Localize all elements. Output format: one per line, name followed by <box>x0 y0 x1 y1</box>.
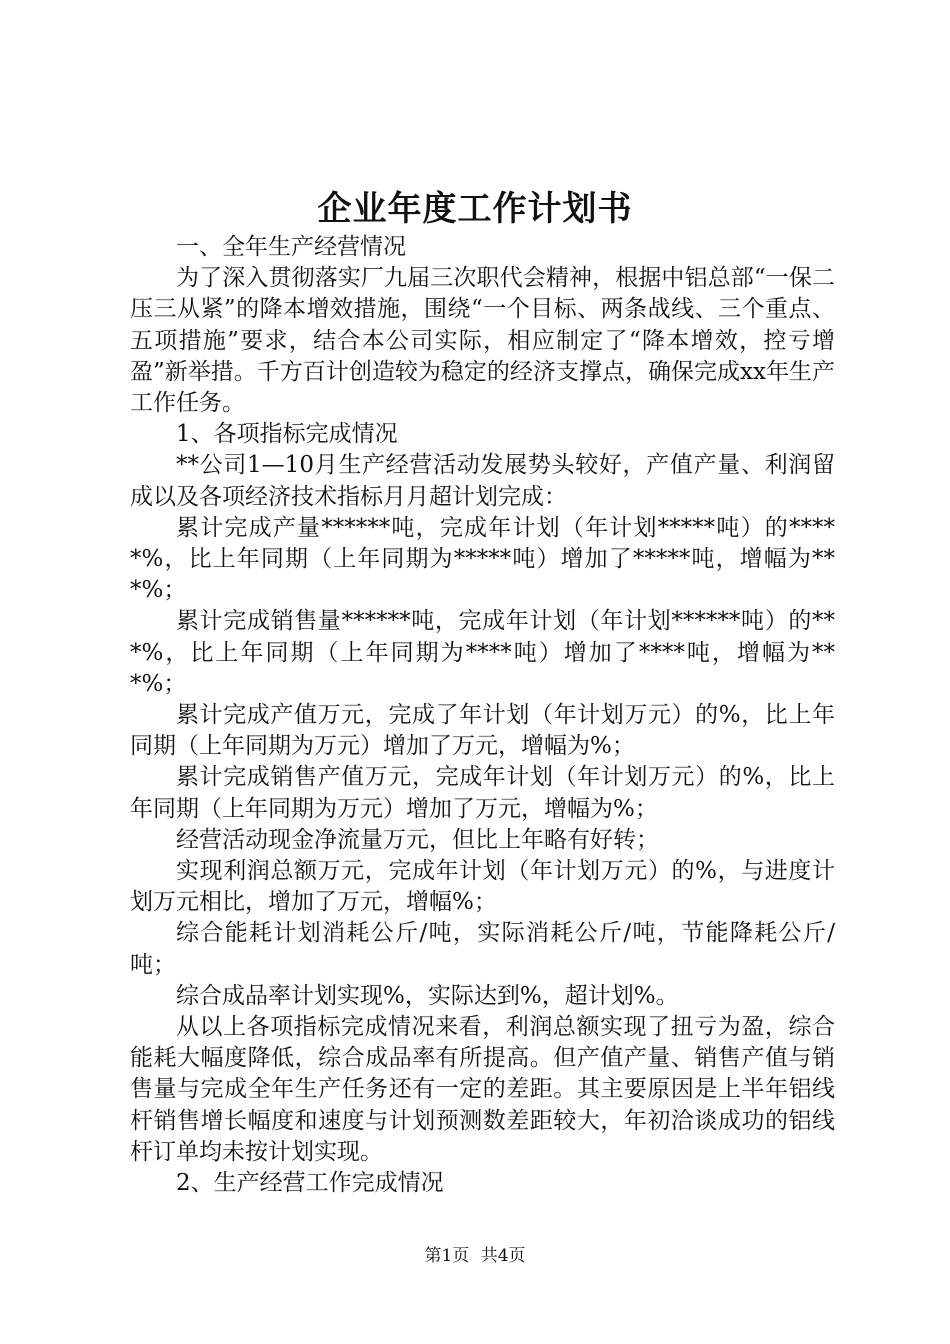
paragraph: 实现利润总额万元，完成年计划（年计划万元）的%，与进度计划万元相比，增加了万元，增幅%； <box>130 858 835 916</box>
subsection-heading: 1、各项指标完成情况 <box>176 421 398 448</box>
paragraph: 累计完成产量******吨，完成年计划（年计划*****吨）的*****%，比上年同期（上年同期为*****吨）增加了*****吨，增幅为***%； <box>130 514 835 604</box>
paragraph: **公司1—10月生产经营活动发展势头较好，产值产量、利润留成以及各项经济技术指标月月超计划完成： <box>130 452 835 510</box>
paragraph: 为了深入贯彻落实厂九届三次职代会精神，根据中铝总部“一保二压三从紧”的降本增效措施，围绕“一个目标、两条战线、三个重点、五项措施”要求，结合本公司实际，相应制定了“降本增效，控亏增盈”新举措。千方百计创造较为稳定的经济支撑点，确保完成xx年生产工作任务。 <box>130 265 835 417</box>
paragraph: 累计完成产值万元，完成了年计划（年计划万元）的%，比上年同期（上年同期为万元）增加了万元，增幅为%； <box>130 702 835 760</box>
subsection-heading: 2、生产经营工作完成情况 <box>176 1170 444 1197</box>
document-body <box>130 232 835 1199</box>
paragraph: 从以上各项指标完成情况来看，利润总额实现了扭亏为盈，综合能耗大幅度降低，综合成品率有所提高。但产值产量、销售产值与销售量与完成全年生产任务还有一定的差距。其主要原因是上半年铝线杆销售增长幅度和速度与计划预测数差距较大，年初洽谈成功的铝线杆订单均未按计划实现。 <box>130 1014 835 1165</box>
page-footer <box>0 1245 950 1267</box>
paragraph: 综合能耗计划消耗公斤/吨，实际消耗公斤/吨，节能降耗公斤/吨； <box>130 920 835 978</box>
paragraph: 累计完成销售量******吨，完成年计划（年计划******吨）的***%，比上年同期（上年同期为****吨）增加了****吨，增幅为***%； <box>130 608 835 697</box>
paragraph: 综合成品率计划实现%，实际达到%，超计划%。 <box>176 982 679 1009</box>
paragraph: 累计完成销售产值万元，完成年计划（年计划万元）的%，比上年同期（上年同期为万元）增加了万元，增幅为%； <box>130 764 835 822</box>
document-title: 企业年度工作计划书 <box>317 189 633 229</box>
page-total: 共4页 <box>480 1246 526 1266</box>
page-number: 第1页 <box>424 1246 470 1266</box>
paragraph: 经营活动现金净流量万元，但比上年略有好转； <box>176 826 659 853</box>
section-heading: 一、全年生产经营情况 <box>176 234 406 260</box>
